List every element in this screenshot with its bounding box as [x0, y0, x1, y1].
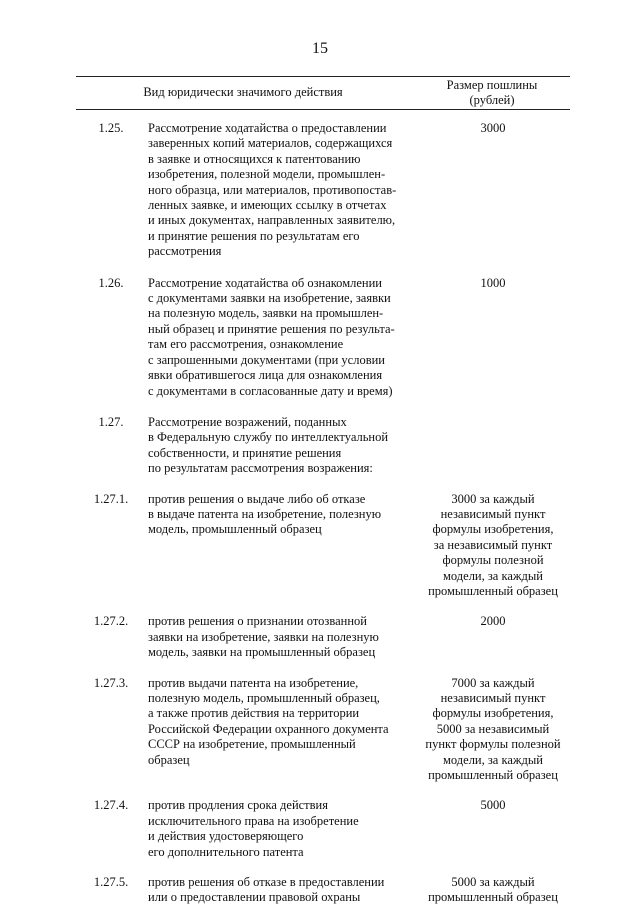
header-fee-line: Размер пошлины — [446, 78, 538, 92]
row-description — [148, 121, 412, 260]
header-fee-line: (рублей) — [469, 93, 515, 107]
description-line: рассмотрения — [148, 244, 222, 259]
row-number: 1.27.5. — [93, 874, 129, 889]
fee-line: формулы изобретения, — [432, 522, 554, 537]
description-line: заявки на изобретение, заявки на полезную — [148, 629, 379, 644]
row-number: 1.27.3. — [93, 675, 129, 690]
description-line: с запрошенными документами (при условии — [148, 352, 385, 367]
description-line: явки обратившегося лица для ознакомления — [148, 368, 383, 383]
row-description — [148, 614, 412, 660]
description-line: заверенных копий материалов, содержащихся — [148, 136, 393, 151]
description-line: ного образца, или материалов, противопостав- — [148, 182, 397, 197]
description-line: с документами в согласованные дату и время) — [148, 383, 393, 398]
description-line: и действия удостоверяющего — [148, 829, 304, 844]
description-line: а также против действия на территории — [148, 706, 360, 721]
description-line: его дополнительного патента — [148, 844, 304, 859]
description-line: изобретения, полезной модели, промышлен- — [148, 167, 386, 182]
row-fee — [416, 614, 570, 629]
row-fee — [416, 875, 570, 906]
fee-line: промышленный образец — [428, 890, 558, 905]
description-line: ленных заявке, и имеющих ссылку в отчетах — [148, 198, 387, 213]
row-number: 1.25. — [98, 121, 124, 135]
table-row — [76, 492, 570, 600]
row-number: 1.27. — [98, 414, 124, 429]
description-line: против решения о признании отозванной — [148, 614, 367, 629]
description-line: в Федеральную службу по интеллектуальной — [148, 430, 389, 445]
description-line: или о предоставлении правовой охраны — [148, 890, 361, 905]
description-line: Рассмотрение ходатайства об ознакомлении — [148, 275, 382, 290]
description-line: исключительного права на изобретение — [148, 813, 359, 828]
description-line: Рассмотрение ходатайства о предоставлении — [148, 121, 387, 135]
table-row — [76, 614, 570, 660]
row-number: 1.27.1. — [93, 491, 129, 506]
fee-line: 2000 — [480, 614, 506, 629]
fee-line: 5000 за каждый — [451, 874, 535, 889]
fee-line: формулы полезной — [442, 553, 544, 568]
row-description — [148, 276, 412, 399]
row-description — [148, 875, 412, 906]
row-fee — [416, 798, 570, 813]
description-line: модель, заявки на промышленный образец — [148, 645, 376, 660]
fee-line: 3000 за каждый — [451, 491, 535, 506]
description-line: ный образец и принятие решения по результа- — [148, 321, 395, 336]
fee-line: пункт формулы полезной — [425, 737, 561, 752]
fee-line: 1000 — [480, 275, 506, 290]
description-line: и принятие решения по результатам его — [148, 228, 360, 243]
fee-line: независимый пункт — [440, 506, 546, 521]
description-line: на полезную модель, заявки на промышлен- — [148, 306, 384, 321]
fee-line: модели, за каждый — [442, 752, 543, 767]
fee-line: промышленный образец — [428, 767, 558, 782]
description-line: против выдачи патента на изобретение, — [148, 675, 359, 690]
fee-line: 5000 — [480, 798, 506, 813]
row-fee — [416, 492, 570, 600]
table-row — [76, 875, 570, 906]
description-line: с документами заявки на изобретение, заявки — [148, 291, 391, 306]
row-number: 1.27.2. — [93, 614, 129, 629]
fee-table-body — [76, 121, 570, 906]
description-line: образец — [148, 752, 190, 767]
fee-line: модели, за каждый — [442, 568, 543, 583]
page-number: 15 — [312, 40, 328, 57]
row-description — [148, 798, 412, 860]
description-line: в заявке и относящихся к патентованию — [148, 151, 361, 166]
fee-line: формулы изобретения, — [432, 706, 554, 721]
header-fee-column — [414, 78, 570, 108]
row-description — [148, 492, 412, 538]
table-row — [76, 276, 570, 399]
row-description — [148, 415, 412, 477]
row-fee — [416, 121, 570, 136]
row-description — [148, 676, 412, 768]
fee-line: за независимый пункт — [433, 537, 553, 552]
header-action-column: Вид юридически значимого действия — [143, 85, 343, 99]
description-line: Рассмотрение возражений, поданных — [148, 414, 347, 429]
table-row — [76, 121, 570, 260]
table-header — [76, 76, 570, 110]
description-line: полезную модель, промышленный образец, — [148, 690, 380, 705]
description-line: собственности, и принятие решения — [148, 445, 342, 460]
description-line: против решения о выдаче либо об отказе — [148, 491, 366, 506]
description-line: в выдаче патента на изобретение, полезную — [148, 506, 382, 521]
table-row — [76, 798, 570, 860]
row-fee — [416, 276, 570, 291]
fee-line: промышленный образец — [428, 583, 558, 598]
fee-line: 7000 за каждый — [451, 675, 535, 690]
description-line: модель, промышленный образец — [148, 522, 322, 537]
fee-line: независимый пункт — [440, 690, 546, 705]
row-number: 1.26. — [98, 275, 124, 290]
fee-line: 3000 — [480, 121, 506, 135]
row-fee — [416, 676, 570, 784]
fee-line: 5000 за независимый — [436, 721, 550, 736]
description-line: там его рассмотрения, ознакомление — [148, 337, 344, 352]
table-row — [76, 415, 570, 477]
description-line: и иных документах, направленных заявителю, — [148, 213, 396, 228]
description-line: СССР на изобретение, промышленный — [148, 737, 356, 752]
description-line: против решения об отказе в предоставлении — [148, 874, 385, 889]
description-line: Российской Федерации охранного документа — [148, 721, 389, 736]
description-line: против продления срока действия — [148, 798, 328, 813]
row-number: 1.27.4. — [93, 798, 129, 813]
table-row — [76, 676, 570, 784]
description-line: по результатам рассмотрения возражения: — [148, 461, 373, 476]
